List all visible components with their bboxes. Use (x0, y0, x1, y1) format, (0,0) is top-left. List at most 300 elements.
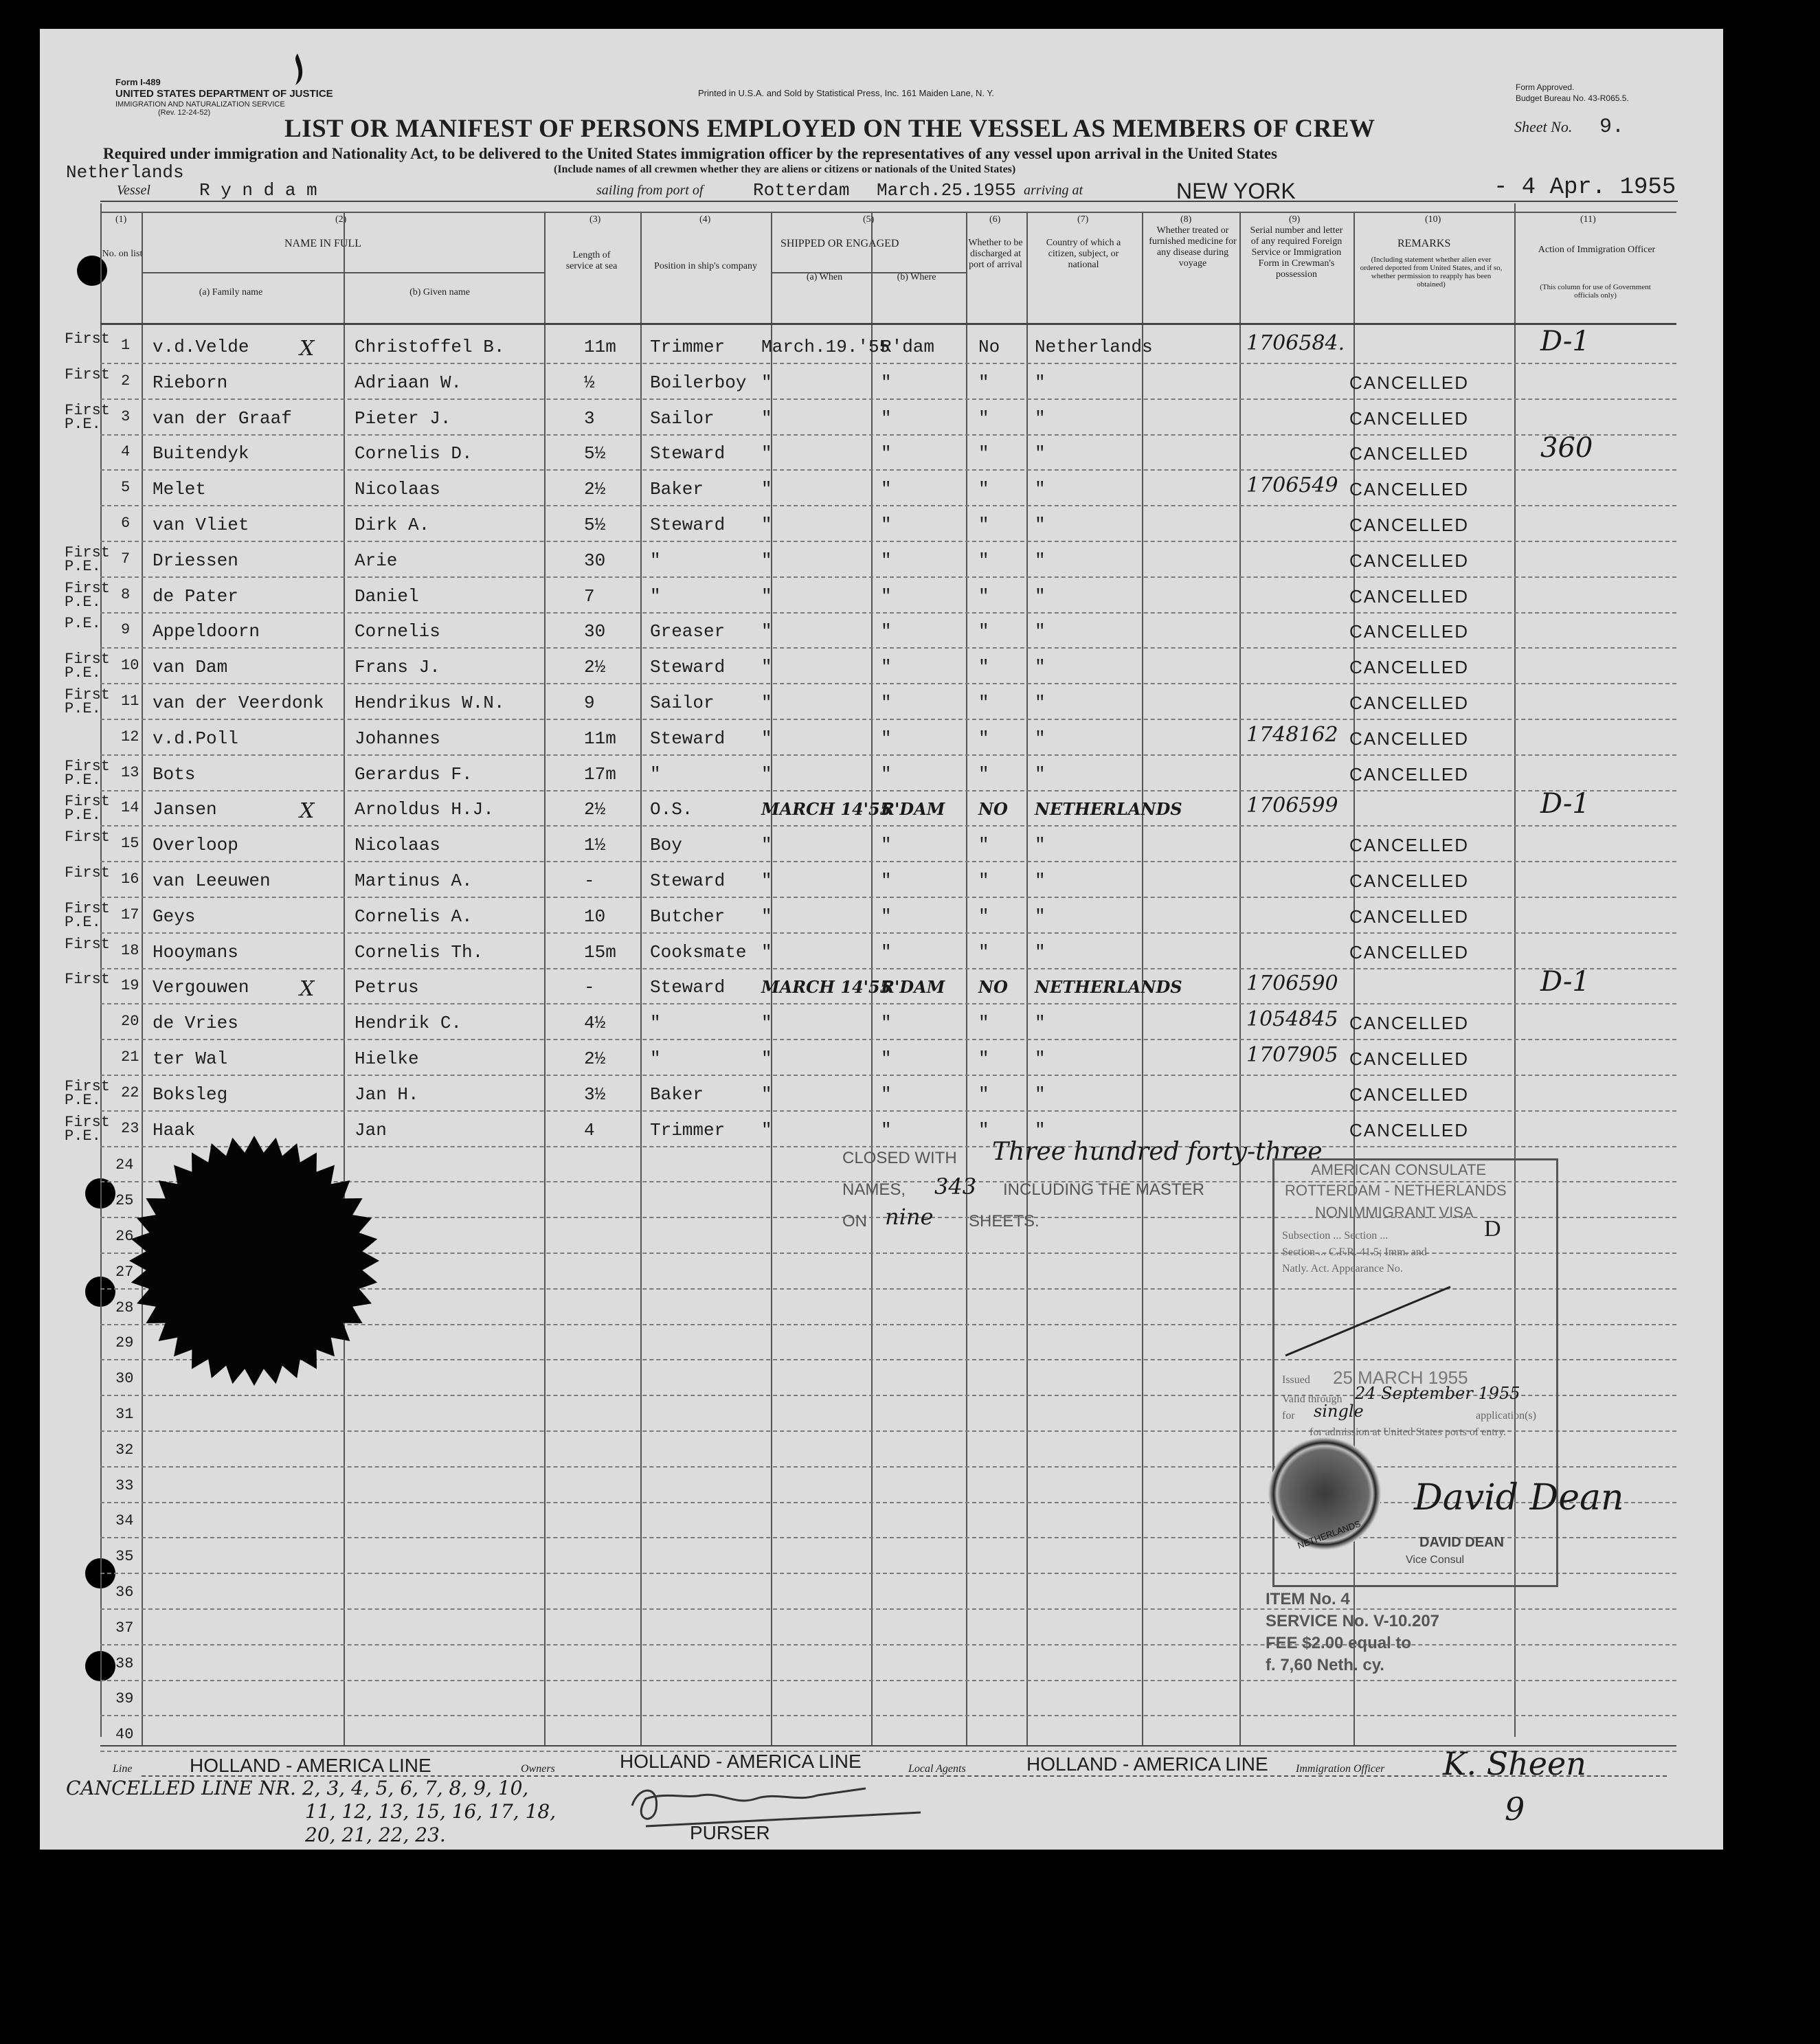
row-remarks: CANCELLED (1349, 1083, 1470, 1105)
row-no: 19 (121, 977, 139, 995)
row-where: " (881, 871, 892, 891)
row-pos: Steward (650, 728, 726, 749)
row-rule (100, 541, 1676, 542)
row-dis: " (978, 479, 989, 500)
row-serial: 1706590 (1246, 972, 1338, 996)
row-no: 3 (121, 407, 131, 425)
col-header-when: (a) When (806, 272, 843, 282)
row-len: 2½ (584, 657, 606, 678)
visa-type: NONIMMIGRANT VISA (1315, 1204, 1474, 1221)
row-rule (100, 683, 1676, 684)
form-number: Form I-489 (115, 77, 161, 87)
col-11-number: (11) (1580, 214, 1596, 225)
row-pos: " (650, 550, 661, 571)
header-rule (100, 1745, 1676, 1747)
row-dis: " (978, 728, 989, 749)
row-country: " (1035, 835, 1046, 856)
row-pos: Butcher (650, 906, 726, 927)
row-dis: " (978, 585, 989, 607)
closing-label-5: SHEETS. (969, 1212, 1040, 1231)
row-remarks: CANCELLED (1349, 515, 1470, 535)
issued-label: Issued (1282, 1374, 1310, 1386)
row-number: 28 (115, 1299, 134, 1316)
row-given: Arie (355, 550, 398, 571)
row-remarks: CANCELLED (1349, 728, 1470, 749)
row-len: ½ (584, 372, 595, 393)
col-header-where: (b) Where (897, 272, 936, 282)
row-rule (100, 825, 1676, 827)
row-where: " (881, 443, 892, 464)
row-given: Pieter J. (355, 407, 451, 429)
row-family: Boksleg (153, 1083, 228, 1105)
row-given: Cornelis D. (355, 443, 473, 464)
row-dis: " (978, 1083, 989, 1105)
row-country: " (1035, 1119, 1046, 1141)
row-where: " (881, 941, 892, 963)
row-rule (100, 1715, 1676, 1716)
row-pre: First P.E. (65, 757, 111, 789)
row-when: " (761, 871, 772, 891)
closing-label-2: NAMES, (842, 1180, 906, 1199)
row-remarks: CANCELLED (1349, 906, 1470, 927)
row-given: Cornelis Th. (355, 941, 484, 963)
row-pre: First (65, 935, 111, 953)
col-header-remarks: REMARKS (1397, 238, 1451, 249)
row-no: 20 (121, 1013, 139, 1031)
row-when: " (761, 550, 772, 571)
arriving-label: arriving at (1024, 183, 1083, 198)
row-family: Geys (153, 906, 196, 927)
row-pre: First P.E. (65, 401, 111, 433)
col-header-country: Country of which a citizen, subject, or national (1046, 238, 1121, 270)
row-remarks: CANCELLED (1349, 763, 1470, 785)
row-pos: Trimmer (650, 1119, 726, 1141)
valid-label: Valid through (1282, 1393, 1342, 1405)
row-country: NETHERLANDS (1035, 799, 1182, 820)
row-no: 8 (121, 585, 131, 603)
row-dis: " (978, 835, 989, 856)
row-country: " (1035, 871, 1046, 891)
col-2-number: (2) (335, 214, 347, 225)
row-country: " (1035, 1048, 1046, 1069)
row-family: ter Wal (153, 1048, 228, 1069)
row-no: 7 (121, 550, 131, 568)
row-no: 17 (121, 906, 139, 923)
visa-section: Section ... C.F.R. 41.5; Imm. and (1282, 1246, 1427, 1258)
row-pos: Steward (650, 977, 726, 998)
row-family: Rieborn (153, 372, 228, 393)
row-rule (100, 363, 1676, 364)
line-label: Line (113, 1763, 133, 1775)
row-where: " (881, 407, 892, 429)
closing-label-1: CLOSED WITH (842, 1149, 957, 1167)
row-given: Hielke (355, 1048, 419, 1069)
row-given: Frans J. (355, 657, 440, 678)
row-family: Overloop (153, 835, 238, 856)
row-family: de Pater (153, 585, 238, 607)
row-where: " (881, 515, 892, 535)
cancelled-lines-2: 11, 12, 13, 15, 16, 17, 18, (305, 1800, 557, 1823)
row-number: 33 (115, 1476, 134, 1494)
col-header-action-note: (This column for use of Government officials only) (1540, 283, 1651, 300)
row-given: Hendrikus W.N. (355, 693, 505, 713)
row-when: " (761, 1119, 772, 1141)
row-dis: " (978, 621, 989, 642)
row-rule (100, 932, 1676, 934)
row-where: " (881, 728, 892, 749)
row-no: 14 (121, 799, 139, 817)
row-pos: " (650, 763, 661, 785)
row-len: 7 (584, 585, 595, 607)
row-pre: First P.E. (65, 1077, 111, 1109)
col-header-action: Action of Immigration Officer (1538, 245, 1656, 255)
row-where: " (881, 550, 892, 571)
row-pos: " (650, 1048, 661, 1069)
row-where: " (881, 1013, 892, 1034)
row-no: 6 (121, 515, 131, 532)
row-remarks: CANCELLED (1349, 835, 1470, 856)
row-pos: Sailor (650, 693, 715, 713)
row-rule (100, 861, 1676, 862)
row-x: X (300, 799, 315, 824)
row-remarks: CANCELLED (1349, 1048, 1470, 1069)
department: UNITED STATES DEPARTMENT OF JUSTICE (115, 88, 333, 100)
row-pre: First (65, 366, 111, 383)
row-pos: Steward (650, 657, 726, 678)
row-number: 29 (115, 1334, 134, 1352)
form-subtitle: Required under immigration and Nationality Act, to be delivered to the United States immigration officer by the representatives of any vessel upon arrival in the United States (103, 145, 1277, 162)
row-remarks: CANCELLED (1349, 657, 1470, 678)
row-country: " (1035, 585, 1046, 607)
row-where: " (881, 657, 892, 678)
row-no: 1 (121, 337, 131, 354)
row-len: 4½ (584, 1013, 606, 1034)
row-number: 35 (115, 1548, 134, 1566)
row-dis: " (978, 1013, 989, 1034)
row-dis: " (978, 1119, 989, 1141)
row-pre: First P.E. (65, 1113, 111, 1145)
row-given: Dirk A. (355, 515, 430, 535)
col-header-position: Position in ship's company (654, 261, 757, 271)
row-pre: First P.E. (65, 793, 111, 824)
header-rule (100, 323, 1676, 325)
row-number: 37 (115, 1619, 134, 1637)
row-no: 9 (121, 621, 131, 639)
row-number: 39 (115, 1690, 134, 1708)
row-pos: Steward (650, 443, 726, 464)
row-len: 2½ (584, 1048, 606, 1069)
row-given: Martinus A. (355, 871, 473, 891)
row-len: 2½ (584, 479, 606, 500)
row-pos: Boilerboy (650, 372, 747, 393)
column-divider (966, 212, 967, 1745)
row-given: Gerardus F. (355, 763, 473, 785)
col-header-family-name: (a) Family name (199, 287, 263, 297)
col-8-number: (8) (1180, 214, 1192, 225)
row-country: " (1035, 657, 1046, 678)
row-when: " (761, 621, 772, 642)
row-pre: First P.E. (65, 686, 111, 717)
row-len: 9 (584, 693, 595, 713)
officer-signature: K. Sheen (1443, 1745, 1586, 1782)
closing-names-count: 343 (934, 1173, 977, 1200)
row-rule (100, 505, 1676, 506)
row-number: 36 (115, 1584, 134, 1601)
visa-appearance: Natly. Act. Appearance No. (1282, 1263, 1403, 1274)
service: IMMIGRATION AND NATURALIZATION SERVICE (115, 100, 285, 109)
row-no: 12 (121, 728, 139, 745)
row-len: 30 (584, 550, 606, 571)
fee-item: ITEM No. 4 (1266, 1590, 1350, 1608)
row-given: Nicolaas (355, 479, 440, 500)
row-no: 18 (121, 941, 139, 959)
row-len: 11m (584, 728, 616, 749)
consulate-name: AMERICAN CONSULATE (1311, 1161, 1487, 1178)
row-number: 30 (115, 1370, 134, 1388)
row-pre: First P.E. (65, 579, 111, 611)
row-when: " (761, 407, 772, 429)
row-dis: " (978, 763, 989, 785)
row-action: 360 (1540, 432, 1593, 464)
closing-sheets-count: nine (885, 1204, 934, 1230)
fee-amount: FEE $2.00 equal to (1266, 1634, 1412, 1652)
row-pos: Trimmer (650, 337, 726, 357)
row-where: " (881, 621, 892, 642)
form-approved: Form Approved. (1516, 82, 1575, 92)
row-family: Driessen (153, 550, 238, 571)
row-dis: " (978, 871, 989, 891)
row-dis: " (978, 1048, 989, 1069)
row-rule (100, 612, 1676, 614)
row-no: 15 (121, 835, 139, 853)
row-family: v.d.Poll (153, 728, 238, 749)
row-family: van Leeuwen (153, 871, 271, 891)
row-where: " (881, 835, 892, 856)
row-dis: " (978, 657, 989, 678)
row-where: " (881, 763, 892, 785)
row-number: 34 (115, 1512, 134, 1530)
cancelled-lines-1: CANCELLED LINE NR. 2, 3, 4, 5, 6, 7, 8, 9, 10, (66, 1777, 529, 1799)
row-pos: Boy (650, 835, 682, 856)
row-given: Johannes (355, 728, 440, 749)
consul-name: DAVID DEAN (1419, 1535, 1504, 1550)
flame-emblem-icon (287, 52, 308, 87)
sailing-label: sailing from port of (596, 183, 704, 198)
row-family: Jansen (153, 799, 217, 820)
vessel-label: Vessel (117, 183, 150, 198)
row-where: " (881, 693, 892, 713)
row-no: 10 (121, 657, 139, 675)
row-family: Appeldoorn (153, 621, 260, 642)
row-where: R'DAM (881, 977, 945, 998)
row-rule (100, 1110, 1676, 1112)
arrival-date-stamp: - 4 Apr. 1955 (1494, 175, 1676, 201)
row-number: 31 (115, 1406, 134, 1423)
col-6-number: (6) (989, 214, 1001, 225)
row-rule (100, 754, 1676, 756)
row-rule (100, 1644, 1676, 1646)
row-rule (100, 469, 1676, 471)
row-rule (100, 719, 1676, 720)
col-header-list-no: No. on list (102, 249, 143, 259)
row-pre: First P.E. (65, 899, 111, 931)
row-action: D-1 (1540, 326, 1590, 357)
row-given: Cornelis A. (355, 906, 473, 927)
row-when: " (761, 835, 772, 856)
row-pos: Baker (650, 479, 704, 500)
punch-hole (77, 256, 107, 286)
row-len: - (584, 871, 595, 891)
row-len: 2½ (584, 799, 606, 820)
row-serial: 1748162 (1246, 722, 1338, 747)
row-where: " (881, 1048, 892, 1069)
row-rule (100, 968, 1676, 969)
row-country: " (1035, 407, 1046, 429)
consul-signature: David Dean (1414, 1477, 1624, 1518)
row-pre: First P.E. (65, 651, 111, 682)
issued-date: 25 MARCH 1955 (1333, 1367, 1468, 1388)
departure-date: March.25.1955 (877, 180, 1016, 201)
row-country: " (1035, 550, 1046, 571)
consulate-city: ROTTERDAM - NETHERLANDS (1285, 1182, 1507, 1199)
row-family: Vergouwen (153, 977, 249, 998)
row-dis: " (978, 550, 989, 571)
sheet-number: 9. (1599, 115, 1625, 139)
row-family: Hooymans (153, 941, 238, 963)
row-rule (100, 1003, 1676, 1004)
row-given: Arnoldus H.J. (355, 799, 494, 820)
owners-label: Owners (521, 1763, 555, 1775)
visa-subsection: Subsection ... Section ... (1282, 1230, 1389, 1242)
row-rule (100, 576, 1676, 578)
col-header-given-name: (b) Given name (409, 287, 470, 297)
row-country: " (1035, 372, 1046, 393)
row-number: 25 (115, 1192, 134, 1210)
row-given: Hendrik C. (355, 1013, 462, 1034)
row-rule (100, 1608, 1676, 1610)
closing-names-words: Three hundred forty-three (992, 1138, 1323, 1166)
row-len: 1½ (584, 835, 606, 856)
row-when: " (761, 1013, 772, 1034)
printer-note: Printed in U.S.A. and Sold by Statistical Press, Inc. 161 Maiden Lane, N. Y. (698, 88, 994, 98)
cancelled-lines-3: 20, 21, 22, 23. (305, 1823, 446, 1846)
row-dis: " (978, 693, 989, 713)
row-pre: First (65, 829, 111, 846)
valid-through-date: 24 September 1955 (1355, 1384, 1520, 1403)
row-x: X (300, 977, 315, 1002)
column-divider (544, 212, 546, 1745)
row-remarks: CANCELLED (1349, 407, 1470, 429)
col-9-number: (9) (1289, 214, 1301, 225)
col-header-serial: Serial number and letter of any required Foreign Service or Immigration Form in Crewman's possession (1250, 225, 1343, 280)
row-len: 30 (584, 621, 606, 642)
row-when: " (761, 906, 772, 927)
row-len: 4 (584, 1119, 595, 1141)
row-len: 3 (584, 407, 595, 429)
row-dis: NO (978, 977, 1008, 998)
row-country: " (1035, 515, 1046, 535)
row-no: 4 (121, 443, 131, 461)
row-no: 5 (121, 479, 131, 497)
row-number: 38 (115, 1654, 134, 1672)
visa-cross-line (1282, 1283, 1454, 1359)
row-when: " (761, 693, 772, 713)
row-action: D-1 (1540, 966, 1590, 998)
row-pre: First (65, 864, 111, 881)
row-len: 17m (584, 763, 616, 785)
page-title: LIST OR MANIFEST OF PERSONS EMPLOYED ON THE VESSEL AS MEMBERS OF CREW (284, 115, 1375, 143)
row-number: 40 (115, 1726, 134, 1744)
row-pos: Sailor (650, 407, 715, 429)
col-3-number: (3) (589, 214, 601, 225)
row-x: X (300, 337, 315, 361)
row-serial: 1706599 (1246, 794, 1338, 818)
row-when: " (761, 657, 772, 678)
col-10-number: (10) (1425, 214, 1441, 225)
row-number: 26 (115, 1228, 134, 1245)
row-given: Petrus (355, 977, 419, 998)
row-rule (100, 434, 1676, 436)
row-no: 21 (121, 1048, 139, 1066)
row-dis: NO (978, 799, 1008, 820)
row-given: Cornelis (355, 621, 440, 642)
row-where: " (881, 1119, 892, 1141)
row-family: de Vries (153, 1013, 238, 1034)
row-family: Melet (153, 479, 207, 500)
row-remarks: CANCELLED (1349, 621, 1470, 642)
col-header-name: NAME IN FULL (284, 238, 361, 249)
row-given: Nicolaas (355, 835, 440, 856)
consular-seal-text: NETHERLANDS (1296, 1518, 1362, 1551)
col-header-remarks-note: (Including statement whether alien ever ordered deported from United States, and if so, whether permission to reapply has been obtained) (1360, 256, 1503, 289)
row-where: R'dam (881, 337, 935, 357)
row-rule (100, 1075, 1676, 1076)
row-serial: 1706549 (1246, 473, 1338, 498)
row-dis: " (978, 515, 989, 535)
row-family: van Vliet (153, 515, 249, 535)
row-remarks: CANCELLED (1349, 372, 1470, 393)
row-when: " (761, 941, 772, 963)
row-where: " (881, 906, 892, 927)
fee-local: f. 7,60 Neth. cy. (1266, 1656, 1384, 1674)
row-rule (100, 897, 1676, 898)
row-family: van Dam (153, 657, 228, 678)
row-dis: No (978, 337, 1000, 357)
row-no: 22 (121, 1083, 139, 1101)
budget-bureau: Budget Bureau No. 43-R065.5. (1516, 93, 1629, 103)
row-serial: 1054845 (1246, 1007, 1338, 1032)
vessel-name: R y n d a m (199, 180, 317, 201)
row-family: van der Graaf (153, 407, 292, 429)
officer-label: Immigration Officer (1296, 1763, 1385, 1775)
row-len: 11m (584, 337, 616, 357)
row-where: " (881, 585, 892, 607)
row-len: 15m (584, 941, 616, 963)
row-len: 10 (584, 906, 606, 927)
row-number: 24 (115, 1156, 134, 1174)
for-label: for (1282, 1410, 1295, 1422)
closing-label-3: INCLUDING THE MASTER (1003, 1180, 1204, 1199)
purser-label: PURSER (690, 1822, 770, 1843)
fee-service: SERVICE No. V-10.207 (1266, 1612, 1440, 1630)
row-number: 32 (115, 1441, 134, 1459)
row-pos: " (650, 1013, 661, 1034)
row-given: Adriaan W. (355, 372, 462, 393)
row-country: " (1035, 479, 1046, 500)
row-country: " (1035, 693, 1046, 713)
header-rule (771, 272, 966, 273)
column-divider (640, 212, 642, 1745)
